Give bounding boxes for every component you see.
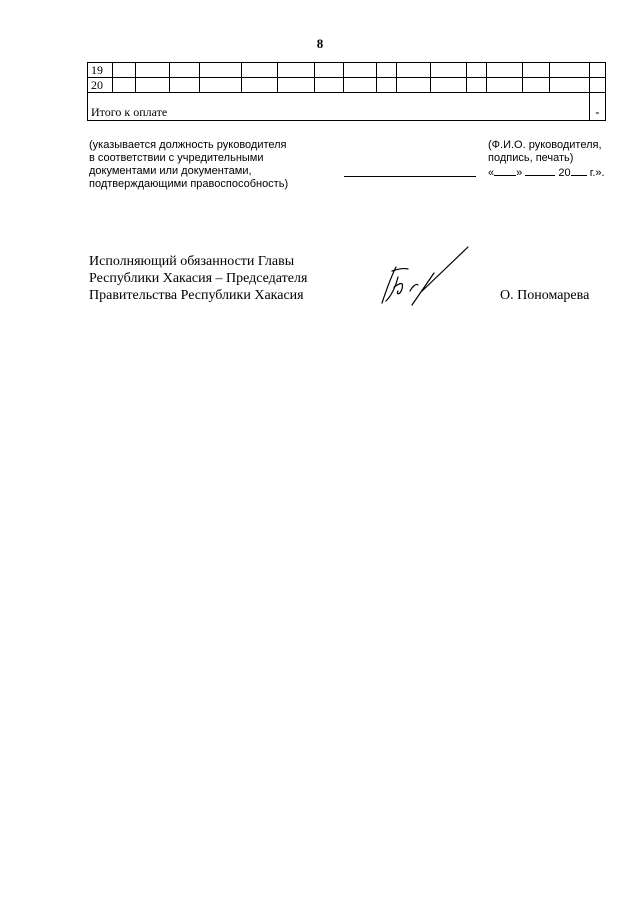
- table-cell: [549, 78, 589, 93]
- table-cell: [431, 63, 466, 78]
- table-cell: [589, 78, 605, 93]
- row-number: 20: [88, 78, 113, 93]
- signatory-title-line: Исполняющий обязанности Главы: [89, 254, 295, 269]
- table-cell: [523, 78, 550, 93]
- table-cell: [278, 78, 314, 93]
- table-cell: [376, 78, 396, 93]
- table-cell: [241, 63, 277, 78]
- table-cell: [523, 63, 550, 78]
- page-number: 8: [316, 36, 324, 51]
- signature-line: [344, 176, 476, 177]
- position-note-line: подтверждающими правоспособность): [89, 178, 289, 190]
- table-cell: [200, 78, 242, 93]
- table-cell: [344, 78, 377, 93]
- total-row: [88, 93, 606, 121]
- handwritten-signature: [372, 243, 472, 309]
- table-cell: [135, 78, 170, 93]
- table-cell: [486, 63, 522, 78]
- table-cell: [113, 78, 136, 93]
- date-line: [488, 165, 605, 180]
- date-century: 20: [558, 167, 571, 179]
- director-note-line: (Ф.И.О. руководителя,: [488, 139, 602, 151]
- table-cell: [376, 63, 396, 78]
- table-cell: [200, 63, 242, 78]
- table-cell: [278, 63, 314, 78]
- table-row: [88, 63, 606, 78]
- table-cell: [549, 63, 589, 78]
- table-row: [88, 78, 606, 93]
- table-cell: [241, 78, 277, 93]
- table-cell: [170, 63, 200, 78]
- table-cell: [314, 78, 343, 93]
- date-open-quote: «: [488, 167, 495, 179]
- total-label: Итого к оплате: [88, 93, 590, 121]
- signatory-title-line: Правительства Республики Хакасия: [89, 288, 304, 303]
- table-cell: [344, 63, 377, 78]
- director-note-line: подпись, печать): [488, 152, 574, 164]
- table-cell: [431, 78, 466, 93]
- director-note: [488, 139, 605, 180]
- table-cell: [314, 63, 343, 78]
- total-value: -: [589, 93, 605, 121]
- date-suffix: г.».: [589, 167, 605, 179]
- table-cell: [466, 63, 486, 78]
- table-cell: [589, 63, 605, 78]
- table-cell: [113, 63, 136, 78]
- payment-table: [87, 62, 606, 121]
- position-note-line: документами или документами,: [89, 165, 252, 177]
- table-cell: [396, 78, 431, 93]
- table-cell: [135, 63, 170, 78]
- table-cell: [396, 63, 431, 78]
- day-blank: [494, 165, 516, 176]
- table-cell: [466, 78, 486, 93]
- table-cell: [486, 78, 522, 93]
- table-cell: [170, 78, 200, 93]
- signatory-name: О. Пономарева: [500, 288, 590, 303]
- month-blank: [525, 165, 555, 176]
- row-number: 19: [88, 63, 113, 78]
- position-note: [89, 139, 288, 191]
- position-note-line: в соответствии с учредительными: [89, 152, 264, 164]
- date-close-quote: »: [516, 167, 523, 179]
- position-note-line: (указывается должность руководителя: [89, 139, 287, 151]
- year-blank: [571, 165, 587, 176]
- signatory-title-line: Республики Хакасия – Председателя: [89, 271, 308, 286]
- signatory-title: [89, 253, 307, 304]
